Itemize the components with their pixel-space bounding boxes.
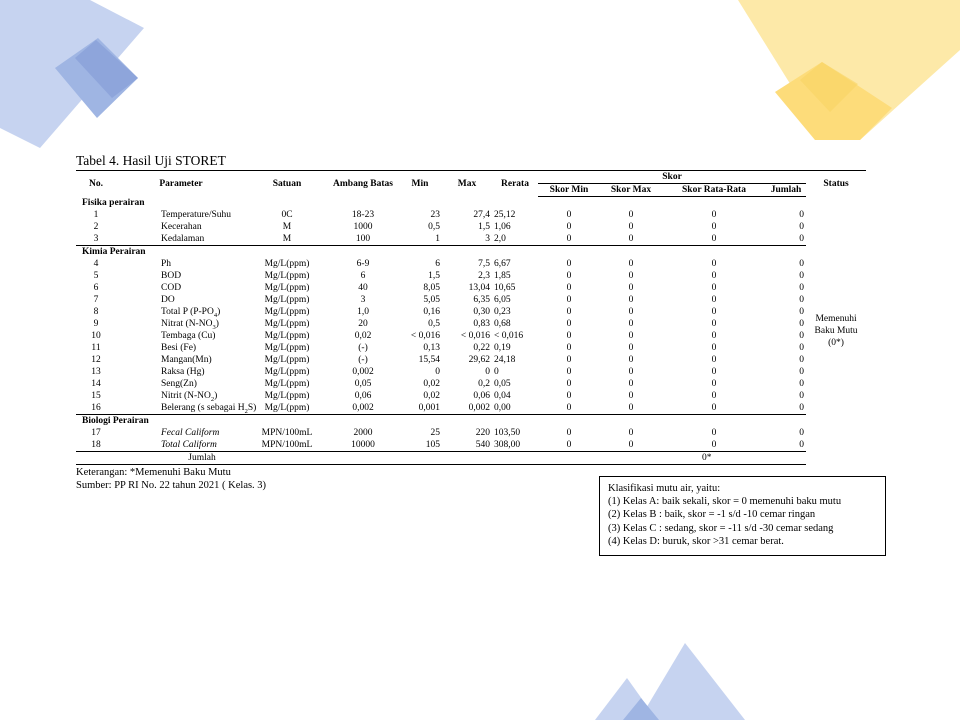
cell-ambang: 18-23 xyxy=(351,210,375,220)
cell-skor-max: 0 xyxy=(628,210,634,220)
cell-skor-rerata: 0 xyxy=(711,271,717,281)
cell-skor-rerata: 0 xyxy=(711,222,717,232)
header-rerata: Rerata xyxy=(492,171,538,197)
cell-satuan: Mg/L(ppm) xyxy=(264,367,310,377)
cell-satuan: Mg/L(ppm) xyxy=(264,343,310,353)
table-row xyxy=(76,330,866,342)
cell-parameter xyxy=(116,378,246,390)
cell-parameter xyxy=(116,366,246,378)
cell-min: 0,001 xyxy=(398,402,442,415)
total-label: Jumlah xyxy=(76,452,328,465)
table-row xyxy=(76,209,866,221)
cell-max: 13,04 xyxy=(468,283,490,293)
cell-ambang: 10000 xyxy=(328,439,398,452)
parameter-text: Total P (P-PO xyxy=(161,307,214,317)
cell-no: 18 xyxy=(76,439,116,452)
header-ambang: Ambang Batas xyxy=(328,171,398,197)
cell-min: 1,5 xyxy=(428,271,440,281)
cell-no: 6 xyxy=(93,283,99,293)
cell-ambang: 0,002 xyxy=(352,367,374,377)
header-min: Min xyxy=(398,171,442,197)
parameter-subscript: 2 xyxy=(244,407,248,415)
section-row-fisika xyxy=(76,197,866,210)
cell-min: 0,02 xyxy=(423,379,440,389)
cell-parameter xyxy=(116,390,246,402)
cell-skor-min: 0 xyxy=(566,367,572,377)
cell-rerata: 2,0 xyxy=(492,233,538,246)
table-row xyxy=(76,270,866,282)
parameter-text: BOD xyxy=(161,271,182,281)
parameter-text: Tembaga (Cu) xyxy=(161,331,216,341)
cell-skor-max: 0 xyxy=(628,343,634,353)
cell-ambang: 1000 xyxy=(353,222,373,232)
cell-min: 0 xyxy=(435,367,440,377)
cell-skor-rerata: 0 xyxy=(711,295,717,305)
decor-top-right xyxy=(730,0,960,145)
cell-skor-min: 0 xyxy=(566,391,572,401)
cell-skor-rerata: 0 xyxy=(711,343,717,353)
parameter-text: Mangan(Mn) xyxy=(161,355,212,365)
cell-max: < 0,016 xyxy=(460,331,490,341)
cell-skor-min: 0 xyxy=(538,402,600,415)
cell-min: 105 xyxy=(398,439,442,452)
cell-skor-max: 0 xyxy=(628,307,634,317)
cell-ambang: 6 xyxy=(360,271,366,281)
cell-skor-max: 0 xyxy=(628,428,634,438)
cell-parameter xyxy=(116,258,246,270)
parameter-subscript: 2 xyxy=(210,395,215,403)
cell-skor-min: 0 xyxy=(566,307,572,317)
total-gap xyxy=(328,452,662,465)
cell-skor-min: 0 xyxy=(566,343,572,353)
cell-skor-max: 0 xyxy=(628,391,634,401)
cell-skor-rerata: 0 xyxy=(711,379,717,389)
status-cell xyxy=(806,197,866,465)
cell-jumlah: 0 xyxy=(799,295,805,305)
cell-skor-rerata: 0 xyxy=(711,331,717,341)
cell-skor-rerata: 0 xyxy=(711,391,717,401)
total-value: 0* xyxy=(662,452,806,465)
cell-satuan: Mg/L(ppm) xyxy=(264,283,310,293)
cell-max: 220 xyxy=(475,428,490,438)
cell-satuan: Mg/L(ppm) xyxy=(264,331,310,341)
cell-no: 3 xyxy=(76,233,116,246)
cell-satuan: M xyxy=(246,233,328,246)
cell-max: 0,002 xyxy=(442,402,492,415)
parameter-text: Seng(Zn) xyxy=(161,379,197,389)
cell-skor-rerata: 0 xyxy=(711,283,717,293)
cell-parameter xyxy=(116,294,246,306)
parameter-text: Temperature/Suhu xyxy=(161,210,232,220)
cell-skor-min: 0 xyxy=(566,379,572,389)
cell-rerata: 0,05 xyxy=(494,379,511,389)
cell-parameter xyxy=(116,318,246,330)
cell-satuan: M xyxy=(282,222,292,232)
cell-no: 2 xyxy=(93,222,99,232)
cell-skor-min: 0 xyxy=(566,271,572,281)
cell-skor-max: 0 xyxy=(628,259,634,269)
cell-rerata: 0,68 xyxy=(494,319,511,329)
cell-satuan: Mg/L(ppm) xyxy=(264,259,310,269)
cell-skor-max: 0 xyxy=(628,319,634,329)
cell-min: 8,05 xyxy=(423,283,440,293)
cell-min: 1 xyxy=(398,233,442,246)
header-no: No. xyxy=(76,171,116,197)
cell-satuan: MPN/100mL xyxy=(261,428,313,438)
cell-rerata: 0,19 xyxy=(494,343,511,353)
cell-ambang: 3 xyxy=(360,295,366,305)
cell-jumlah: 0 xyxy=(799,222,805,232)
header-skor: Skor xyxy=(538,171,806,184)
cell-no: 5 xyxy=(93,271,99,281)
notes xyxy=(76,466,266,492)
parameter-text: Raksa (Hg) xyxy=(161,367,205,377)
parameter-subscript: 4 xyxy=(213,311,218,319)
cell-no: 10 xyxy=(91,331,101,341)
header-skor-min: Skor Min xyxy=(538,184,600,197)
cell-skor-rerata: 0 xyxy=(662,402,766,415)
cell-min: 0,13 xyxy=(423,343,440,353)
cell-rerata: 0,04 xyxy=(494,391,511,401)
table-row xyxy=(76,294,866,306)
cell-jumlah: 0 xyxy=(799,210,805,220)
cell-jumlah: 0 xyxy=(799,319,805,329)
table-body xyxy=(76,197,866,465)
cell-skor-rerata: 0 xyxy=(711,428,717,438)
cell-max: 1,5 xyxy=(478,222,490,232)
cell-rerata: 25,12 xyxy=(494,210,516,220)
cell-rerata: 103,50 xyxy=(494,428,521,438)
table-row xyxy=(76,306,866,318)
klasifikasi-item: (3) Kelas C : sedang, skor = -11 s/d -30 cemar sedang xyxy=(608,522,834,534)
parameter-text: DO xyxy=(161,295,175,305)
cell-skor-rerata: 0 xyxy=(711,367,717,377)
header-parameter: Parameter xyxy=(116,171,246,197)
status-line: Memenuhi xyxy=(815,313,857,324)
cell-rerata: < 0,016 xyxy=(494,331,524,341)
cell-no: 7 xyxy=(93,295,99,305)
cell-skor-rerata: 0 xyxy=(711,355,717,365)
cell-jumlah: 0 xyxy=(799,331,805,341)
cell-rerata: 0 xyxy=(494,367,499,377)
cell-skor-rerata: 0 xyxy=(711,319,717,329)
cell-skor-max: 0 xyxy=(628,295,634,305)
cell-skor-min: 0 xyxy=(566,355,572,365)
cell-rerata: 0,23 xyxy=(494,307,511,317)
table-row xyxy=(76,402,866,415)
klasifikasi-item: (2) Kelas B : baik, skor = -1 s/d -10 cemar ringan xyxy=(608,509,816,521)
cell-min: 0,16 xyxy=(423,307,440,317)
cell-skor-rerata: 0 xyxy=(662,439,766,452)
klasifikasi-item: (1) Kelas A: baik sekali, skor = 0 memenuhi baku mutu xyxy=(608,496,842,508)
cell-parameter xyxy=(116,330,246,342)
section-label: Kimia Perairan xyxy=(82,247,146,257)
parameter-text-end: S) xyxy=(247,403,257,413)
cell-parameter xyxy=(116,270,246,282)
cell-max: 7,5 xyxy=(478,259,490,269)
cell-max: 27,4 xyxy=(473,210,490,220)
cell-satuan: Mg/L(ppm) xyxy=(264,355,310,365)
cell-min: 5,05 xyxy=(423,295,440,305)
cell-skor-max: 0 xyxy=(600,233,662,246)
parameter-text: Belerang (s sebagai H xyxy=(161,403,245,413)
cell-ambang: (-) xyxy=(358,355,368,365)
cell-max: 540 xyxy=(442,439,492,452)
cell-min: 0,5 xyxy=(428,319,440,329)
cell-ambang: 0,002 xyxy=(328,402,398,415)
cell-rerata: 6,05 xyxy=(494,295,511,305)
cell-jumlah: 0 xyxy=(799,355,805,365)
cell-no: 11 xyxy=(91,343,101,353)
cell-ambang: 40 xyxy=(358,283,368,293)
cell-rerata: 1,85 xyxy=(494,271,511,281)
header-skor-rerata: Skor Rata-Rata xyxy=(662,184,766,197)
cell-ambang: 1,0 xyxy=(357,307,369,317)
cell-skor-rerata: 0 xyxy=(711,259,717,269)
cell-jumlah: 0 xyxy=(799,259,805,269)
cell-ambang: 2000 xyxy=(353,428,373,438)
parameter-text-end: ) xyxy=(217,307,221,317)
parameter-text-end: ) xyxy=(214,391,218,401)
cell-skor-max: 0 xyxy=(628,367,634,377)
cell-min: 25 xyxy=(430,428,440,438)
parameter-text: Nitrit (N-NO xyxy=(161,391,211,401)
cell-max: 6,35 xyxy=(473,295,490,305)
parameter-text: Kecerahan xyxy=(161,222,202,232)
table-row xyxy=(76,354,866,366)
cell-skor-min: 0 xyxy=(566,319,572,329)
cell-jumlah: 0 xyxy=(766,233,806,246)
cell-parameter xyxy=(116,354,246,366)
cell-jumlah: 0 xyxy=(799,391,805,401)
cell-skor-max: 0 xyxy=(600,439,662,452)
cell-skor-max: 0 xyxy=(628,379,634,389)
cell-rerata: 0,00 xyxy=(492,402,538,415)
cell-ambang: 0,05 xyxy=(354,379,372,389)
cell-rerata: 1,06 xyxy=(494,222,511,232)
cell-parameter xyxy=(116,233,246,246)
header-satuan: Satuan xyxy=(246,171,328,197)
cell-skor-min: 0 xyxy=(538,439,600,452)
cell-no: 4 xyxy=(93,259,99,269)
cell-no: 12 xyxy=(91,355,101,365)
cell-no: 8 xyxy=(93,307,99,317)
table-row xyxy=(76,342,866,354)
decor-bottom xyxy=(595,640,775,720)
status-line: Baku Mutu (0*) xyxy=(814,325,858,348)
cell-skor-min: 0 xyxy=(566,259,572,269)
parameter-text: Total Caliform xyxy=(161,440,217,450)
total-row xyxy=(76,452,866,465)
cell-satuan: Mg/L(ppm) xyxy=(264,379,310,389)
cell-jumlah: 0 xyxy=(799,271,805,281)
header-jumlah: Jumlah xyxy=(766,184,806,197)
parameter-text: Besi (Fe) xyxy=(161,343,197,353)
section-row-kimia xyxy=(76,246,866,259)
table-row xyxy=(76,318,866,330)
cell-parameter xyxy=(116,306,246,318)
cell-ambang: 0,02 xyxy=(354,331,372,341)
cell-jumlah: 0 xyxy=(799,379,805,389)
cell-skor-min: 0 xyxy=(566,222,572,232)
cell-satuan: Mg/L(ppm) xyxy=(264,295,310,305)
cell-ambang: 0,06 xyxy=(354,391,372,401)
header-status: Status xyxy=(806,171,866,197)
cell-skor-max: 0 xyxy=(628,355,634,365)
cell-ambang: 100 xyxy=(328,233,398,246)
cell-min: 6 xyxy=(435,259,440,269)
sumber: Sumber: PP RI No. 22 tahun 2021 ( Kelas. 3) xyxy=(76,480,267,491)
cell-rerata: 308,00 xyxy=(492,439,538,452)
cell-jumlah: 0 xyxy=(799,367,805,377)
klasifikasi-title: Klasifikasi mutu air, yaitu: xyxy=(608,483,721,494)
section-label: Biologi Perairan xyxy=(82,416,149,426)
parameter-text-end: ) xyxy=(215,319,219,329)
cell-skor-min: 0 xyxy=(538,233,600,246)
cell-parameter xyxy=(116,439,246,452)
cell-rerata: 24,18 xyxy=(494,355,516,365)
parameter-text: Kedalaman xyxy=(161,234,205,244)
parameter-subscript: 3 xyxy=(212,323,216,331)
cell-skor-min: 0 xyxy=(566,295,572,305)
cell-max: 0,83 xyxy=(473,319,490,329)
cell-parameter xyxy=(116,402,257,415)
parameter-text: COD xyxy=(161,283,182,293)
cell-no: 15 xyxy=(91,391,101,401)
cell-no: 9 xyxy=(93,319,99,329)
cell-satuan: Mg/L(ppm) xyxy=(264,307,310,317)
table-row xyxy=(76,390,866,402)
cell-satuan: Mg/L(ppm) xyxy=(264,391,310,401)
cell-parameter xyxy=(116,209,246,221)
cell-skor-max: 0 xyxy=(628,331,634,341)
cell-rerata: 10,65 xyxy=(494,283,516,293)
cell-ambang: 20 xyxy=(358,319,368,329)
header-skor-max: Skor Max xyxy=(600,184,662,197)
parameter-text: Nitrat (N-NO xyxy=(161,319,213,329)
storet-table xyxy=(76,170,866,465)
table-row xyxy=(76,233,866,246)
cell-max: 3 xyxy=(442,233,492,246)
decor-top-left xyxy=(0,0,170,155)
cell-skor-rerata: 0 xyxy=(711,210,717,220)
cell-max: 0,30 xyxy=(473,307,490,317)
cell-parameter xyxy=(116,221,246,233)
klasifikasi-box xyxy=(599,476,886,556)
cell-max: 29,62 xyxy=(468,355,490,365)
cell-max: 0,2 xyxy=(478,379,490,389)
keterangan: Keterangan: *Memenuhi Baku Mutu xyxy=(76,467,231,478)
cell-satuan: Mg/L(ppm) xyxy=(264,319,310,329)
cell-max: 2,3 xyxy=(478,271,490,281)
cell-skor-min: 0 xyxy=(566,428,572,438)
cell-jumlah: 0 xyxy=(799,307,805,317)
klasifikasi-item: (4) Kelas D: buruk, skor >31 cemar berat. xyxy=(608,535,784,547)
cell-jumlah: 0 xyxy=(799,428,805,438)
table-row xyxy=(76,282,866,294)
cell-skor-max: 0 xyxy=(628,222,634,232)
table-row xyxy=(76,221,866,233)
table-title: Tabel 4. Hasil Uji STORET xyxy=(76,153,226,168)
section-row-biologi xyxy=(76,415,866,428)
cell-min: 0,02 xyxy=(423,391,440,401)
cell-min: 23 xyxy=(430,210,440,220)
cell-ambang: 6-9 xyxy=(356,259,370,269)
cell-satuan: 0C xyxy=(281,210,293,220)
cell-jumlah: 0 xyxy=(766,402,806,415)
cell-skor-rerata: 0 xyxy=(662,233,766,246)
cell-min: 0,5 xyxy=(428,222,440,232)
cell-satuan: Mg/L(ppm) xyxy=(264,271,310,281)
cell-no: 13 xyxy=(91,367,101,377)
header-row-1 xyxy=(76,171,866,184)
cell-min: 15,54 xyxy=(418,355,440,365)
cell-satuan: Mg/L(ppm) xyxy=(246,402,328,415)
cell-parameter xyxy=(116,427,246,439)
table-row xyxy=(76,439,866,452)
cell-rerata: 6,67 xyxy=(494,259,511,269)
cell-min: < 0,016 xyxy=(410,331,440,341)
cell-skor-max: 0 xyxy=(628,271,634,281)
cell-no: 1 xyxy=(93,210,99,220)
cell-skor-rerata: 0 xyxy=(711,307,717,317)
cell-skor-max: 0 xyxy=(628,283,634,293)
cell-jumlah: 0 xyxy=(799,283,805,293)
parameter-text: Fecal Caliform xyxy=(161,428,220,438)
cell-no: 14 xyxy=(91,379,101,389)
cell-satuan: MPN/100mL xyxy=(246,439,328,452)
cell-ambang: (-) xyxy=(358,343,368,353)
cell-skor-min: 0 xyxy=(566,283,572,293)
cell-max: 0 xyxy=(485,367,490,377)
table-row xyxy=(76,258,866,270)
section-label: Fisika perairan xyxy=(82,198,145,208)
cell-no: 17 xyxy=(91,428,101,438)
table-row xyxy=(76,427,866,439)
cell-no: 16 xyxy=(76,402,116,415)
cell-parameter xyxy=(116,342,246,354)
table-row xyxy=(76,378,866,390)
header-max: Max xyxy=(442,171,492,197)
cell-jumlah: 0 xyxy=(766,439,806,452)
parameter-text: Ph xyxy=(161,259,172,269)
table-row xyxy=(76,366,866,378)
cell-parameter xyxy=(116,282,246,294)
cell-max: 0,22 xyxy=(473,343,490,353)
cell-max: 0,06 xyxy=(473,391,490,401)
cell-skor-min: 0 xyxy=(566,331,572,341)
cell-jumlah: 0 xyxy=(799,343,805,353)
cell-skor-min: 0 xyxy=(566,210,572,220)
cell-skor-max: 0 xyxy=(600,402,662,415)
